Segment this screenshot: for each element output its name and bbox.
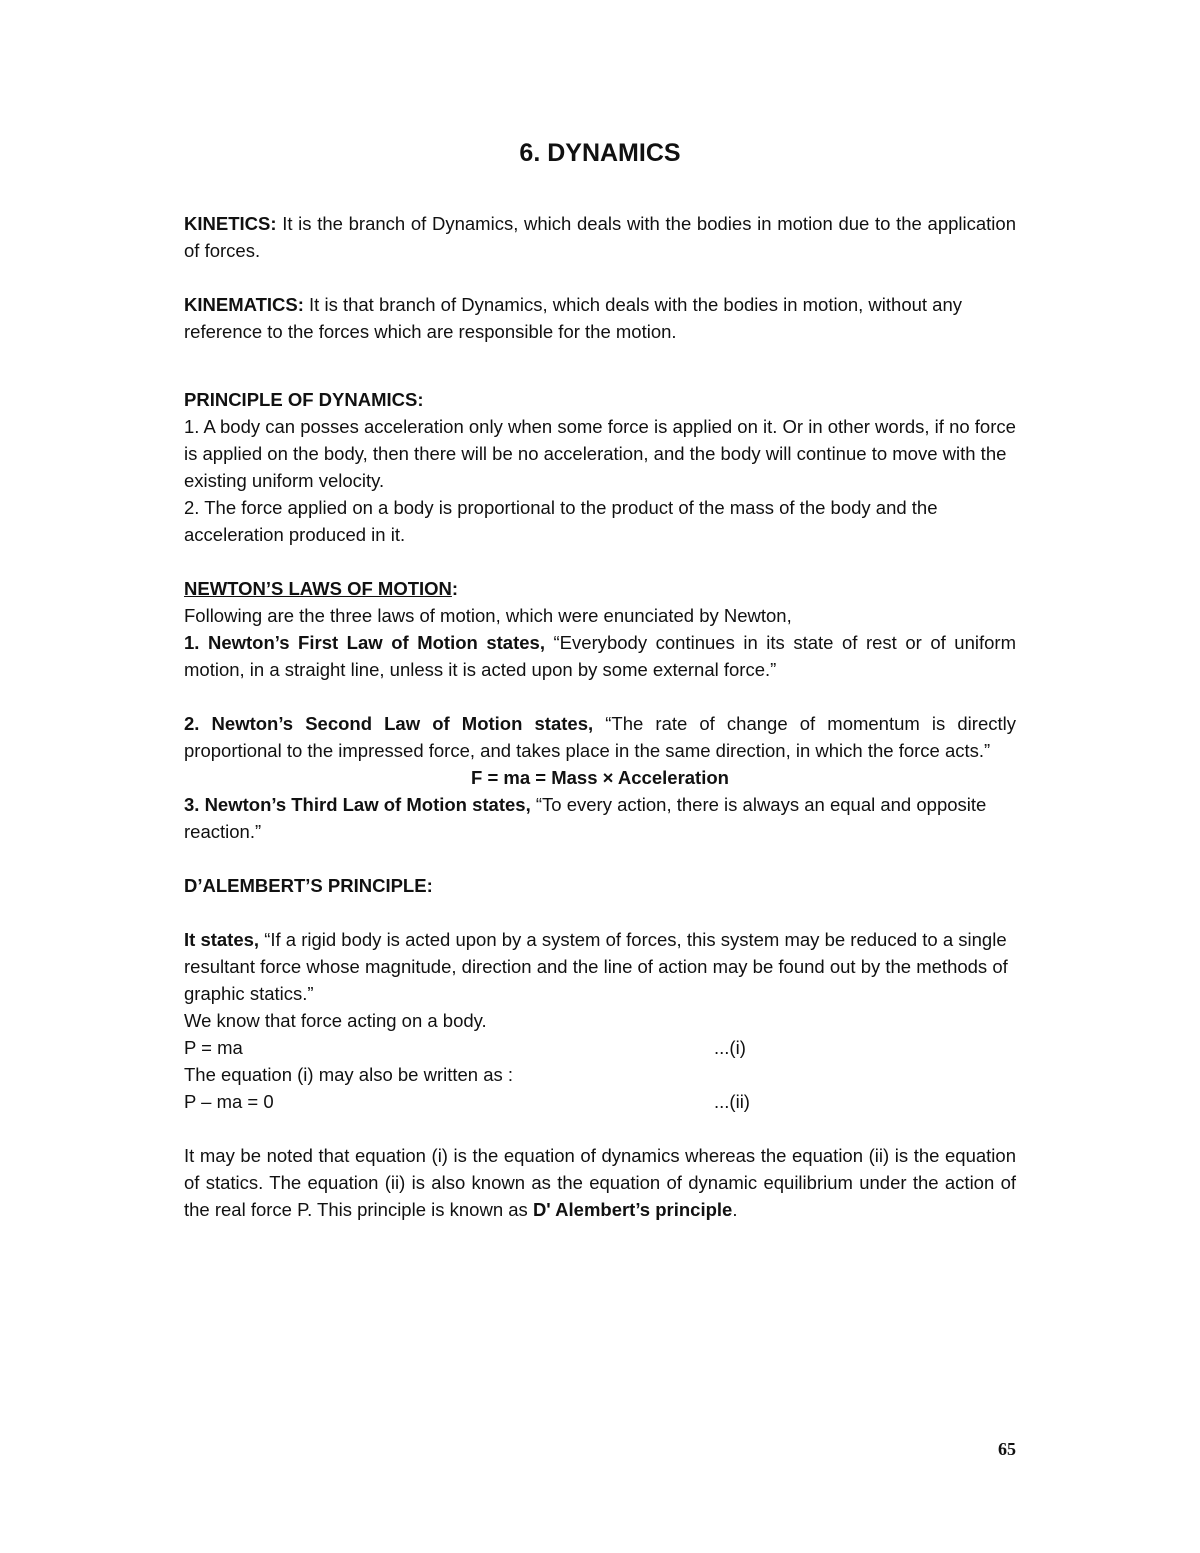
principle-point-1: 1. A body can posses acceleration only when some force is applied on it. Or in other words, if no force is applied on the body, then there will be no acceleration, and the body will continue to move with the existing uniform velocity. — [184, 416, 1016, 491]
equation-1: P = ma — [184, 1037, 243, 1058]
dalembert-know: We know that force acting on a body. — [184, 1010, 487, 1031]
kinetics-term: KINETICS: — [184, 213, 277, 234]
newton-law-2 — [184, 710, 1016, 764]
newton-law-3-text: “To every action, there is always an equal and opposite reaction.” — [184, 794, 987, 842]
dalembert-statement — [184, 926, 1016, 1007]
newton-intro: Following are the three laws of motion, which were enunciated by Newton, — [184, 605, 792, 626]
principle-heading: PRINCIPLE OF DYNAMICS: — [184, 389, 424, 410]
page-number: 65 — [998, 1439, 1016, 1459]
newton-law-1 — [184, 629, 1016, 683]
equation-2-row — [184, 1088, 1016, 1115]
kinematics-text: It is that branch of Dynamics, which deals with the bodies in motion, without any reference to the forces which are responsible for the motion. — [184, 294, 963, 342]
newton-law-1-label: 1. Newton’s First Law of Motion states, — [184, 632, 545, 653]
dalembert-conclusion-end: . — [732, 1199, 738, 1220]
page-title: 6. DYNAMICS — [519, 139, 681, 167]
newton-formula: F = ma = Mass × Acceleration — [471, 767, 729, 788]
kinetics-definition — [184, 210, 1016, 264]
dalembert-heading: D’ALEMBERT’S PRINCIPLE: — [184, 875, 433, 896]
dalembert-conclusion-bold: D' Alembert’s principle — [532, 1199, 733, 1220]
page-content — [184, 136, 1016, 1223]
principle-point-2: 2. The force applied on a body is proportional to the product of the mass of the body and the acceleration produced in it. — [184, 497, 938, 545]
kinetics-text: It is the branch of Dynamics, which deals with the bodies in motion due to the application of forces. — [184, 213, 1016, 261]
dalembert-written: The equation (i) may also be written as : — [184, 1064, 514, 1085]
kinematics-definition — [184, 291, 1016, 345]
equation-1-row — [184, 1034, 1016, 1061]
newton-heading-colon: : — [451, 578, 459, 599]
newton-heading — [184, 575, 1016, 602]
dalembert-conclusion — [184, 1142, 1016, 1223]
newton-law-2-text: “The rate of change of momentum is directly proportional to the impressed force, and takes place in the same direction, in which the force acts.” — [184, 713, 1016, 761]
newton-law-2-label: 2. Newton’s Second Law of Motion states, — [184, 713, 594, 734]
newton-heading-text: NEWTON’S LAWS OF MOTION — [184, 578, 452, 599]
kinematics-term: KINEMATICS: — [184, 294, 304, 315]
dalembert-conclusion-text: It may be noted that equation (i) is the equation of dynamics whereas the equation (ii) is the equation of statics. The equation (ii) is also known as the equation of dynamic equilibrium under the action of the real force P. This principle is known as — [184, 1145, 1016, 1220]
equation-2-ref: ...(ii) — [714, 1091, 750, 1112]
equation-1-ref: ...(i) — [714, 1037, 746, 1058]
newton-law-3 — [184, 791, 1016, 845]
equation-2: P – ma = 0 — [184, 1091, 274, 1112]
dalembert-states-label: It states, — [184, 929, 260, 950]
dalembert-states-text: “If a rigid body is acted upon by a system of forces, this system may be reduced to a single resultant force whose magnitude, direction and the line of action may be found out by the methods of graphic statics.” — [184, 929, 1008, 1004]
newton-law-3-label: 3. Newton’s Third Law of Motion states, — [184, 794, 531, 815]
newton-law-1-text: “Everybody continues in its state of rest or of uniform motion, in a straight line, unless it is acted upon by some external force.” — [184, 632, 1016, 680]
